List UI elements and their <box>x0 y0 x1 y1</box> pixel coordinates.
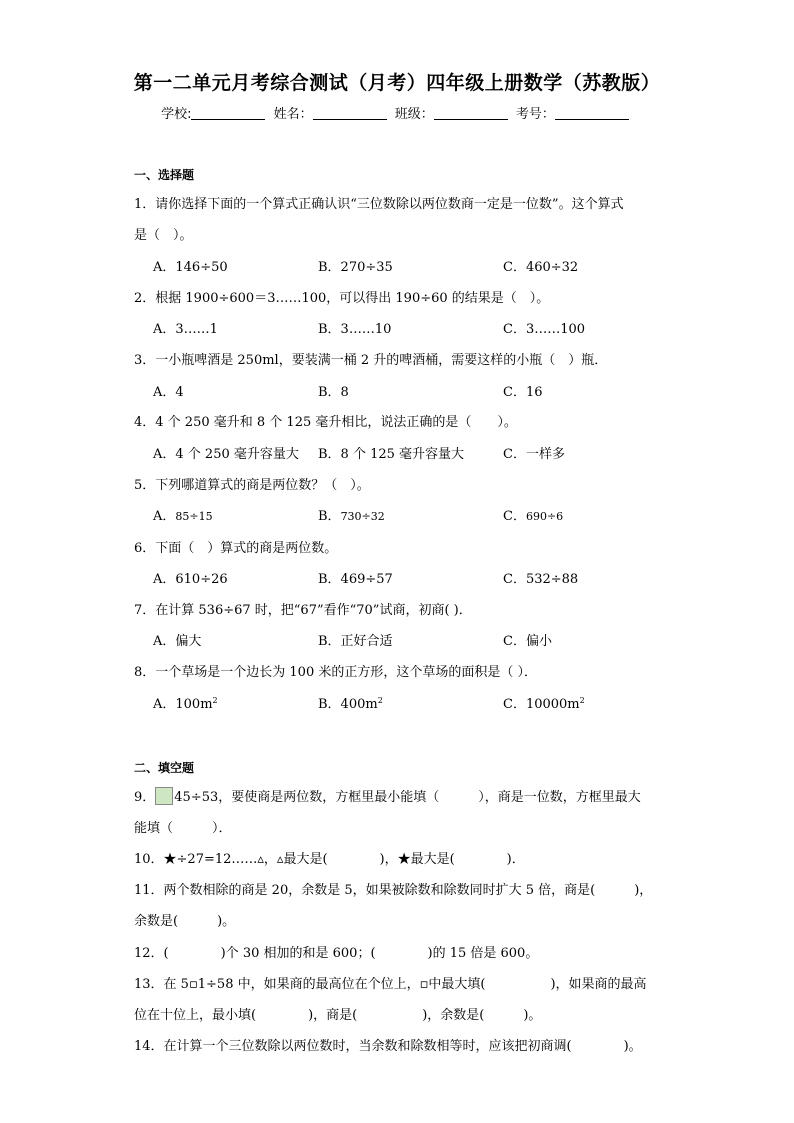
question-4-line1: 4．4 个 250 毫升和 8 个 125 毫升相比，说法正确的是（ ）。 <box>134 415 517 430</box>
page-title: 第一二单元月考综合测试（月考）四年级上册数学（苏教版） <box>133 72 661 94</box>
question-number: 9． <box>134 790 156 805</box>
question-8-option-c[interactable] <box>503 693 585 712</box>
question-11-line1: 11．两个数相除的商是 20，余数是 5，如果被除数和除数同时扩大 5 倍，商是( )， <box>134 883 653 898</box>
question-5-option-c[interactable] <box>503 505 563 524</box>
superscript: 2 <box>579 696 585 705</box>
question-8-option-b[interactable] <box>318 693 383 712</box>
question-13-line1: 13．在 5▫1÷58 中，如果商的最高位在个位上，▫中最大填( )，如果商的最高 <box>134 977 647 992</box>
question-5-option-a[interactable] <box>153 505 213 524</box>
option-prefix: C． <box>503 509 526 524</box>
question-4-option-b[interactable]: B．8 个 125 毫升容量大 <box>318 447 465 462</box>
question-8-line1: 8．一个草场是一个边长为 100 米的正方形，这个草场的面积是（ ）． <box>134 665 537 680</box>
option-text: A．100m <box>153 697 213 712</box>
question-7-option-c[interactable]: C．偏小 <box>503 634 552 649</box>
question-3-option-a[interactable]: A．4 <box>153 385 184 400</box>
question-1-option-a[interactable]: A．146÷50 <box>153 260 228 275</box>
question-2-line1: 2．根据 1900÷600＝3……100，可以得出 190÷60 的结果是（ ）。 <box>134 291 550 306</box>
option-prefix: A． <box>153 509 176 524</box>
question-2-option-a[interactable]: A．3……1 <box>153 322 218 337</box>
question-7-line1: 7．在计算 536÷67 时，把“67”看作“70”试商，初商( )． <box>134 603 472 618</box>
question-text: 45÷53，要使商是两位数，方框里最小能填（ ），商是一位数，方框里最大 <box>174 790 641 805</box>
question-1-option-c[interactable]: C．460÷32 <box>503 260 579 275</box>
question-1-option-b[interactable]: B．270÷35 <box>318 260 393 275</box>
question-6-line1: 6．下面（ ）算式的商是两位数。 <box>134 541 338 556</box>
option-expression: 730÷32 <box>340 510 385 523</box>
question-2-option-b[interactable]: B．3……10 <box>318 322 392 337</box>
superscript: 2 <box>212 696 218 705</box>
name-label: 姓名： <box>273 107 313 122</box>
question-3-option-b[interactable]: B．8 <box>318 385 349 400</box>
class-label: 班级： <box>394 107 434 122</box>
question-3-option-c[interactable]: C．16 <box>503 385 543 400</box>
section-heading-fill: 二、填空题 <box>134 761 195 775</box>
question-6-option-c[interactable]: C．532÷88 <box>503 572 579 587</box>
question-1-line1: 1．请你选择下面的一个算式正确认识“三位数除以两位数商一定是一位数”。这个算式 <box>134 197 624 212</box>
question-4-option-c[interactable]: C．一样多 <box>503 447 565 462</box>
question-7-option-b[interactable]: B．正好合适 <box>318 634 393 649</box>
question-13-line2: 位在十位上，最小填( )，商是( )，余数是( )。 <box>134 1008 542 1023</box>
question-2-option-c[interactable]: C．3……100 <box>503 322 586 337</box>
question-5-line1: 5．下列哪道算式的商是两位数？（ ）。 <box>134 478 370 493</box>
question-10-line1: 10．★÷27=12……▵，▵最大是( )，★最大是( )． <box>134 852 525 867</box>
question-4-option-a[interactable]: A．4 个 250 毫升容量大 <box>153 447 299 462</box>
option-text: C．10000m <box>503 697 580 712</box>
name-blank[interactable] <box>313 106 387 120</box>
question-11-line2: 余数是( )。 <box>134 914 236 929</box>
question-5-option-b[interactable] <box>318 505 385 524</box>
option-expression: 690÷6 <box>525 510 564 523</box>
question-3-line1: 3．一小瓶啤酒是 250ml，要装满一桶 2 升的啤酒桶，需要这样的小瓶（ ）瓶． <box>134 353 608 368</box>
question-6-option-b[interactable]: B．469÷57 <box>318 572 393 587</box>
number-blank[interactable] <box>555 106 629 120</box>
class-blank[interactable] <box>434 106 508 120</box>
superscript: 2 <box>377 696 383 705</box>
square-box-icon <box>155 787 173 805</box>
option-text: B．400m <box>318 697 378 712</box>
student-info-row <box>0 103 794 122</box>
question-6-option-a[interactable]: A．610÷26 <box>153 572 228 587</box>
option-expression: 85÷15 <box>175 510 213 523</box>
section-heading-choice: 一、选择题 <box>134 168 195 182</box>
question-8-option-a[interactable] <box>153 693 218 712</box>
question-9-line2: 能填（ ）． <box>134 821 232 836</box>
question-14-line1: 14．在计算一个三位数除以两位数时，当余数和除数相等时，应该把初商调( )。 <box>134 1039 642 1054</box>
option-prefix: B． <box>318 509 341 524</box>
question-9-line1 <box>134 786 641 805</box>
question-1-line2: 是（ ）。 <box>134 228 193 243</box>
school-blank[interactable] <box>191 106 265 120</box>
school-label: 学校: <box>161 107 192 122</box>
number-label: 考号： <box>515 107 555 122</box>
question-7-option-a[interactable]: A．偏大 <box>153 634 202 649</box>
question-12-line1: 12．( )个 30 相加的和是 600；( )的 15 倍是 600。 <box>134 946 539 961</box>
